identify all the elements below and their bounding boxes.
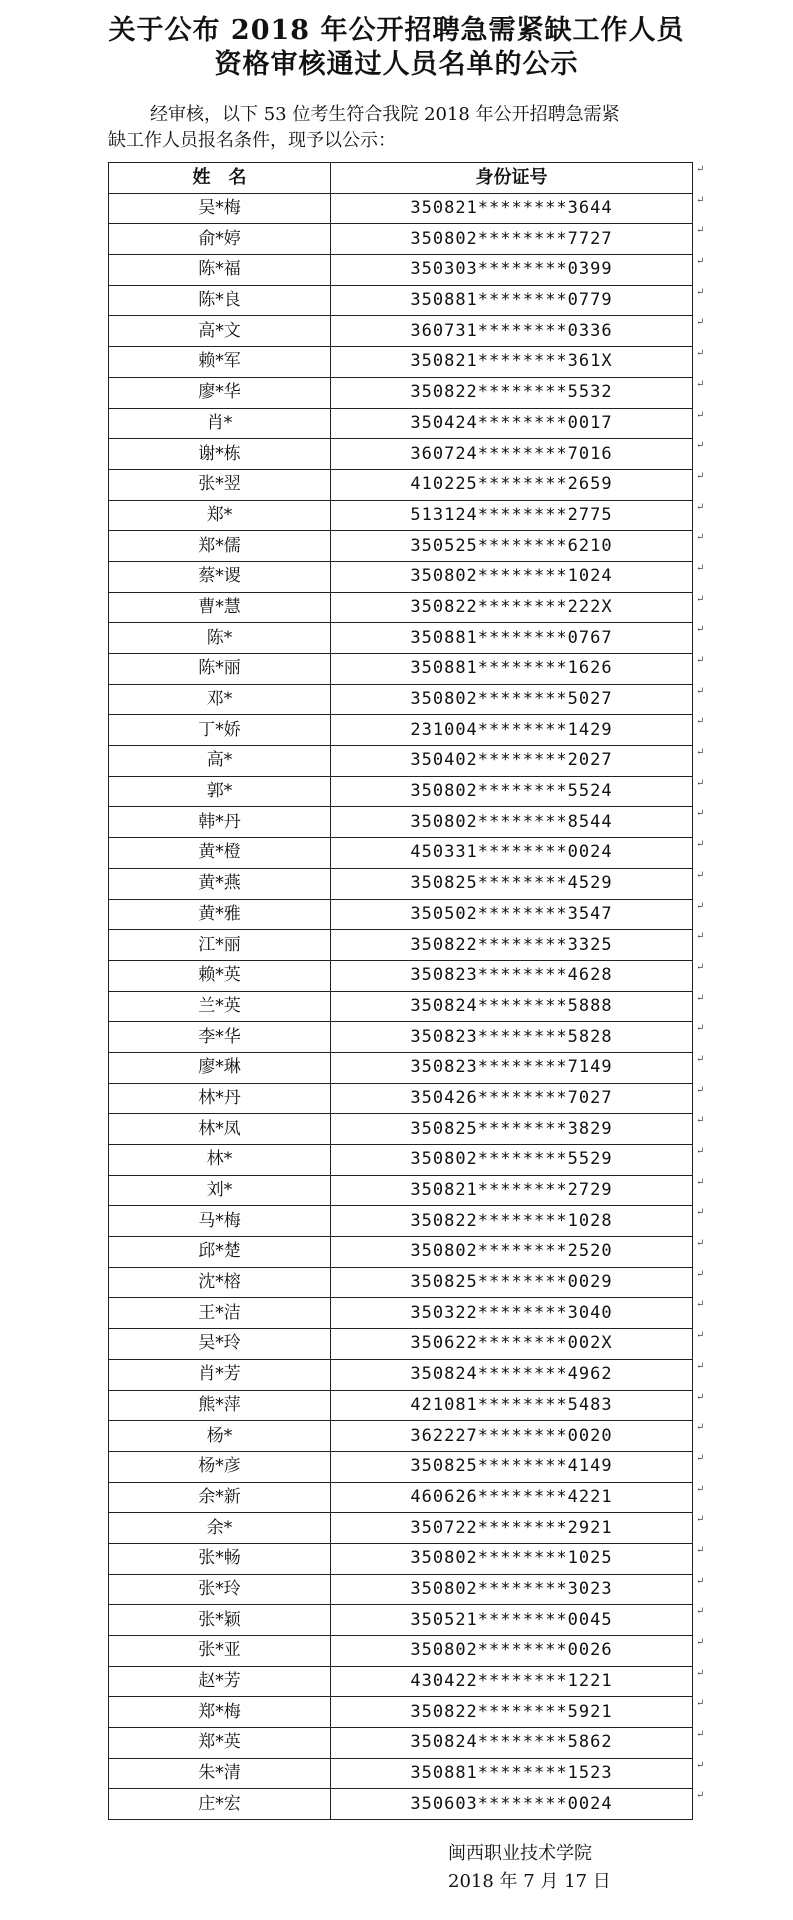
paragraph-mark-icon: ↵ (696, 440, 705, 452)
table-row (109, 1605, 693, 1636)
candidate-id-number: 350822********222X (331, 592, 693, 623)
candidate-id-number: 350823********7149 (331, 1052, 693, 1083)
table-row (109, 1175, 693, 1206)
table-body (109, 193, 693, 1819)
table-row (109, 1451, 693, 1482)
candidate-id-number: 350825********3829 (331, 1114, 693, 1145)
paragraph-mark-icon: ↵ (696, 931, 705, 943)
candidate-name: 李*华 (109, 1022, 331, 1053)
candidate-name: 陈*丽 (109, 654, 331, 685)
candidate-id-number: 350802********5027 (331, 684, 693, 715)
candidate-name: 廖*华 (109, 377, 331, 408)
candidate-name: 赖*英 (109, 960, 331, 991)
paragraph-mark-icon: ↵ (696, 1268, 705, 1280)
paragraph-mark-icon: ↵ (696, 1176, 705, 1188)
table-row (109, 592, 693, 623)
candidate-name: 余*新 (109, 1482, 331, 1513)
candidate-id-number: 350881********0767 (331, 623, 693, 654)
table-row (109, 316, 693, 347)
candidate-name: 丁*娇 (109, 715, 331, 746)
candidate-id-number: 350824********5888 (331, 991, 693, 1022)
candidate-id-number: 362227********0020 (331, 1421, 693, 1452)
candidate-id-number: 350802********5524 (331, 776, 693, 807)
candidate-name: 杨*彦 (109, 1451, 331, 1482)
candidate-name: 杨* (109, 1421, 331, 1452)
candidate-id-number: 350825********4529 (331, 868, 693, 899)
candidate-name: 郑*梅 (109, 1697, 331, 1728)
paragraph-mark-icon: ↵ (696, 1330, 705, 1342)
paragraph-mark-icon: ↵ (696, 378, 705, 390)
table-row (109, 500, 693, 531)
candidate-name: 张*颖 (109, 1605, 331, 1636)
candidate-id-number: 513124********2775 (331, 500, 693, 531)
paragraph-mark-icon: ↵ (696, 1606, 705, 1618)
table-row (109, 1513, 693, 1544)
candidate-name: 江*丽 (109, 930, 331, 961)
candidate-id-number: 350822********3325 (331, 930, 693, 961)
paragraph-mark-icon: ↵ (696, 1790, 705, 1802)
table-row (109, 1206, 693, 1237)
candidate-id-number: 350622********002X (331, 1329, 693, 1360)
paragraph-mark-icon: ↵ (696, 1483, 705, 1495)
intro-line-2: 缺工作人员报名条件，现予以公示： (108, 130, 396, 151)
candidate-id-number: 350821********361X (331, 347, 693, 378)
paragraph-mark-icon: ↵ (696, 1637, 705, 1648)
intro-line-1: 经审核，以下 53 位考生符合我院 2018 年公开招聘急需紧 (150, 104, 620, 125)
candidate-name: 张*亚 (109, 1636, 331, 1667)
table-row (109, 469, 693, 500)
paragraph-mark-icon: ↵ (696, 1238, 705, 1250)
table-row (109, 193, 693, 224)
table-row (109, 838, 693, 869)
table-row (109, 776, 693, 807)
candidate-name: 熊*萍 (109, 1390, 331, 1421)
candidate-id-number: 350823********4628 (331, 960, 693, 991)
candidate-id-number: 450331********0024 (331, 838, 693, 869)
paragraph-mark-icon: ↵ (696, 1452, 705, 1464)
candidate-name: 俞*婷 (109, 224, 331, 255)
candidate-name: 张*玲 (109, 1574, 331, 1605)
candidate-name: 张*畅 (109, 1543, 331, 1574)
candidate-id-number: 350802********5529 (331, 1145, 693, 1176)
paragraph-mark-icon: ↵ (696, 1115, 705, 1127)
paragraph-mark-icon: ↵ (696, 716, 705, 728)
candidate-name: 谢*栋 (109, 439, 331, 470)
candidate-id-number: 350824********4962 (331, 1359, 693, 1390)
table-row (109, 1083, 693, 1114)
paragraph-mark-icon: ↵ (696, 1575, 705, 1587)
table-row (109, 531, 693, 562)
candidate-name: 黄*橙 (109, 838, 331, 869)
candidate-name: 吴*玲 (109, 1329, 331, 1360)
paragraph-mark-icon: ↵ (696, 624, 705, 636)
candidate-id-number: 350525********6210 (331, 531, 693, 562)
table-row (109, 285, 693, 316)
candidate-name: 庄*宏 (109, 1789, 331, 1820)
table-header-row (109, 163, 693, 194)
candidate-id-number: 360731********0336 (331, 316, 693, 347)
paragraph-mark-icon: ↵ (696, 1360, 705, 1372)
candidate-id-number: 350822********5532 (331, 377, 693, 408)
paragraph-mark-icon: ↵ (696, 1146, 705, 1157)
candidate-name: 廖*琳 (109, 1052, 331, 1083)
table-row (109, 1728, 693, 1759)
candidate-name: 刘* (109, 1175, 331, 1206)
table-row (109, 1359, 693, 1390)
table-row (109, 1666, 693, 1697)
paragraph-mark-icon: ↵ (696, 470, 705, 482)
table-row (109, 561, 693, 592)
document-title (0, 14, 793, 82)
table-row (109, 439, 693, 470)
table-row (109, 1145, 693, 1176)
candidate-id-number: 350821********3644 (331, 193, 693, 224)
table-row (109, 408, 693, 439)
candidate-name: 肖* (109, 408, 331, 439)
candidate-name: 陈*良 (109, 285, 331, 316)
paragraph-mark-icon: ↵ (696, 164, 705, 175)
paragraph-mark-icon: ↵ (696, 961, 705, 973)
candidate-name: 韩*丹 (109, 807, 331, 838)
candidate-id-number: 350824********5862 (331, 1728, 693, 1759)
candidate-name: 肖*芳 (109, 1359, 331, 1390)
table-row (109, 1789, 693, 1820)
table-row (109, 255, 693, 286)
title-line-1: 关于公布 2018 年公开招聘急需紧缺工作人员 (108, 15, 685, 46)
candidate-id-number: 350426********7027 (331, 1083, 693, 1114)
candidate-id-number: 350802********8544 (331, 807, 693, 838)
paragraph-mark-icon: ↵ (696, 1729, 705, 1741)
table-row (109, 1237, 693, 1268)
table-row (109, 1421, 693, 1452)
paragraph-mark-icon: ↵ (696, 777, 705, 789)
paragraph-mark-icon: ↵ (696, 869, 705, 881)
paragraph-mark-icon: ↵ (696, 1084, 705, 1096)
candidate-name: 朱*清 (109, 1758, 331, 1789)
candidate-id-number: 460626********4221 (331, 1482, 693, 1513)
paragraph-mark-icon: ↵ (696, 808, 705, 820)
paragraph-mark-icon: ↵ (696, 256, 705, 268)
candidate-name: 曹*慧 (109, 592, 331, 623)
table-row (109, 1758, 693, 1789)
paragraph-mark-icon: ↵ (696, 1207, 705, 1219)
table-row (109, 1697, 693, 1728)
candidate-id-number: 350881********1626 (331, 654, 693, 685)
candidate-id-number: 350802********3023 (331, 1574, 693, 1605)
candidate-name: 马*梅 (109, 1206, 331, 1237)
issuing-organization: 闽西职业技术学院 (448, 1843, 592, 1864)
paragraph-mark-icon: ↵ (696, 1667, 705, 1679)
table-row (109, 1482, 693, 1513)
paragraph-mark-icon: ↵ (696, 1023, 705, 1035)
candidate-name: 林*凤 (109, 1114, 331, 1145)
paragraph-mark-icon: ↵ (696, 1514, 705, 1526)
table-row (109, 715, 693, 746)
candidate-name: 吴*梅 (109, 193, 331, 224)
candidate-name: 沈*榕 (109, 1267, 331, 1298)
paragraph-mark-icon: ↵ (696, 900, 705, 912)
candidate-id-number: 350603********0024 (331, 1789, 693, 1820)
candidate-id-number: 421081********5483 (331, 1390, 693, 1421)
paragraph-mark-icon: ↵ (696, 1698, 705, 1710)
table-row (109, 377, 693, 408)
paragraph-mark-icon: ↵ (696, 286, 705, 298)
candidate-id-number: 350322********3040 (331, 1298, 693, 1329)
table-row (109, 1390, 693, 1421)
candidate-id-number: 350822********1028 (331, 1206, 693, 1237)
table-row (109, 868, 693, 899)
candidate-name: 王*洁 (109, 1298, 331, 1329)
table-row (109, 684, 693, 715)
table-row (109, 746, 693, 777)
candidate-name: 郭* (109, 776, 331, 807)
candidate-table (108, 162, 693, 1820)
candidate-name: 郑*儒 (109, 531, 331, 562)
paragraph-mark-icon: ↵ (696, 839, 705, 851)
candidate-id-number: 350881********1523 (331, 1758, 693, 1789)
candidate-id-number: 350802********1024 (331, 561, 693, 592)
paragraph-mark-icon: ↵ (696, 562, 705, 574)
candidate-name: 林*丹 (109, 1083, 331, 1114)
candidate-id-number: 350823********5828 (331, 1022, 693, 1053)
candidate-id-number: 350802********0026 (331, 1636, 693, 1667)
paragraph-mark-icon: ↵ (696, 1422, 705, 1434)
title-line-2: 资格审核通过人员名单的公示 (214, 49, 579, 80)
table-row (109, 1543, 693, 1574)
candidate-id-number: 350502********3547 (331, 899, 693, 930)
candidate-name: 邓* (109, 684, 331, 715)
candidate-id-number: 430422********1221 (331, 1666, 693, 1697)
paragraph-mark-icon: ↵ (696, 348, 705, 360)
paragraph-mark-icon: ↵ (696, 317, 705, 329)
candidate-name: 高*文 (109, 316, 331, 347)
paragraph-mark-icon: ↵ (696, 1299, 705, 1311)
paragraph-mark-icon: ↵ (696, 992, 705, 1004)
candidate-id-number: 350402********2027 (331, 746, 693, 777)
paragraph-mark-icon: ↵ (696, 501, 705, 513)
candidate-name: 林* (109, 1145, 331, 1176)
candidate-id-number: 350822********5921 (331, 1697, 693, 1728)
table-row (109, 623, 693, 654)
candidate-id-number: 350424********0017 (331, 408, 693, 439)
candidate-id-number: 350303********0399 (331, 255, 693, 286)
candidate-id-number: 350881********0779 (331, 285, 693, 316)
issue-date: 2018 年 7 月 17 日 (448, 1871, 611, 1892)
table-row (109, 807, 693, 838)
table-row (109, 1329, 693, 1360)
candidate-name: 赵*芳 (109, 1666, 331, 1697)
candidate-name: 高* (109, 746, 331, 777)
column-header-id: 身份证号 (331, 163, 693, 194)
table-row (109, 899, 693, 930)
signature-block (448, 1840, 611, 1896)
candidate-id-number: 350802********1025 (331, 1543, 693, 1574)
table-row (109, 1574, 693, 1605)
column-header-name: 姓 名 (109, 163, 331, 194)
candidate-id-number: 350802********7727 (331, 224, 693, 255)
table-row (109, 224, 693, 255)
candidate-id-number: 350825********0029 (331, 1267, 693, 1298)
candidate-name: 黄*燕 (109, 868, 331, 899)
paragraph-mark-icon: ↵ (696, 1391, 705, 1403)
table-row (109, 930, 693, 961)
candidate-name: 邱*楚 (109, 1237, 331, 1268)
candidate-name: 陈*福 (109, 255, 331, 286)
candidate-name: 郑*英 (109, 1728, 331, 1759)
candidate-id-number: 410225********2659 (331, 469, 693, 500)
table-row (109, 1022, 693, 1053)
paragraph-mark-icon: ↵ (696, 1544, 705, 1556)
paragraph-mark-icon: ↵ (696, 1053, 705, 1065)
intro-paragraph (108, 102, 708, 154)
candidate-name: 黄*雅 (109, 899, 331, 930)
paragraph-mark-icon: ↵ (696, 655, 705, 666)
candidate-id-number: 350722********2921 (331, 1513, 693, 1544)
candidate-name: 蔡*谡 (109, 561, 331, 592)
paragraph-mark-icon: ↵ (696, 1759, 705, 1771)
candidate-name: 余* (109, 1513, 331, 1544)
table-row (109, 991, 693, 1022)
table-row (109, 347, 693, 378)
table-row (109, 1298, 693, 1329)
table-row (109, 960, 693, 991)
table-row (109, 1114, 693, 1145)
table-row (109, 1267, 693, 1298)
paragraph-mark-icon: ↵ (696, 747, 705, 759)
paragraph-mark-icon: ↵ (696, 593, 705, 605)
table-row (109, 654, 693, 685)
paragraph-mark-icon: ↵ (696, 685, 705, 697)
paragraph-mark-icon: ↵ (696, 194, 705, 206)
candidate-name: 郑* (109, 500, 331, 531)
paragraph-mark-icon: ↵ (696, 409, 705, 421)
candidate-name: 陈* (109, 623, 331, 654)
candidate-name: 赖*军 (109, 347, 331, 378)
candidate-id-number: 350521********0045 (331, 1605, 693, 1636)
candidate-id-number: 350825********4149 (331, 1451, 693, 1482)
candidate-id-number: 231004********1429 (331, 715, 693, 746)
table-row (109, 1636, 693, 1667)
candidate-id-number: 350802********2520 (331, 1237, 693, 1268)
candidate-id-number: 360724********7016 (331, 439, 693, 470)
paragraph-mark-icon: ↵ (696, 532, 705, 544)
candidate-name: 张*翌 (109, 469, 331, 500)
paragraph-mark-icon: ↵ (696, 225, 705, 237)
paragraph-marks (696, 162, 708, 1819)
candidate-id-number: 350821********2729 (331, 1175, 693, 1206)
table-row (109, 1052, 693, 1083)
candidate-name: 兰*英 (109, 991, 331, 1022)
